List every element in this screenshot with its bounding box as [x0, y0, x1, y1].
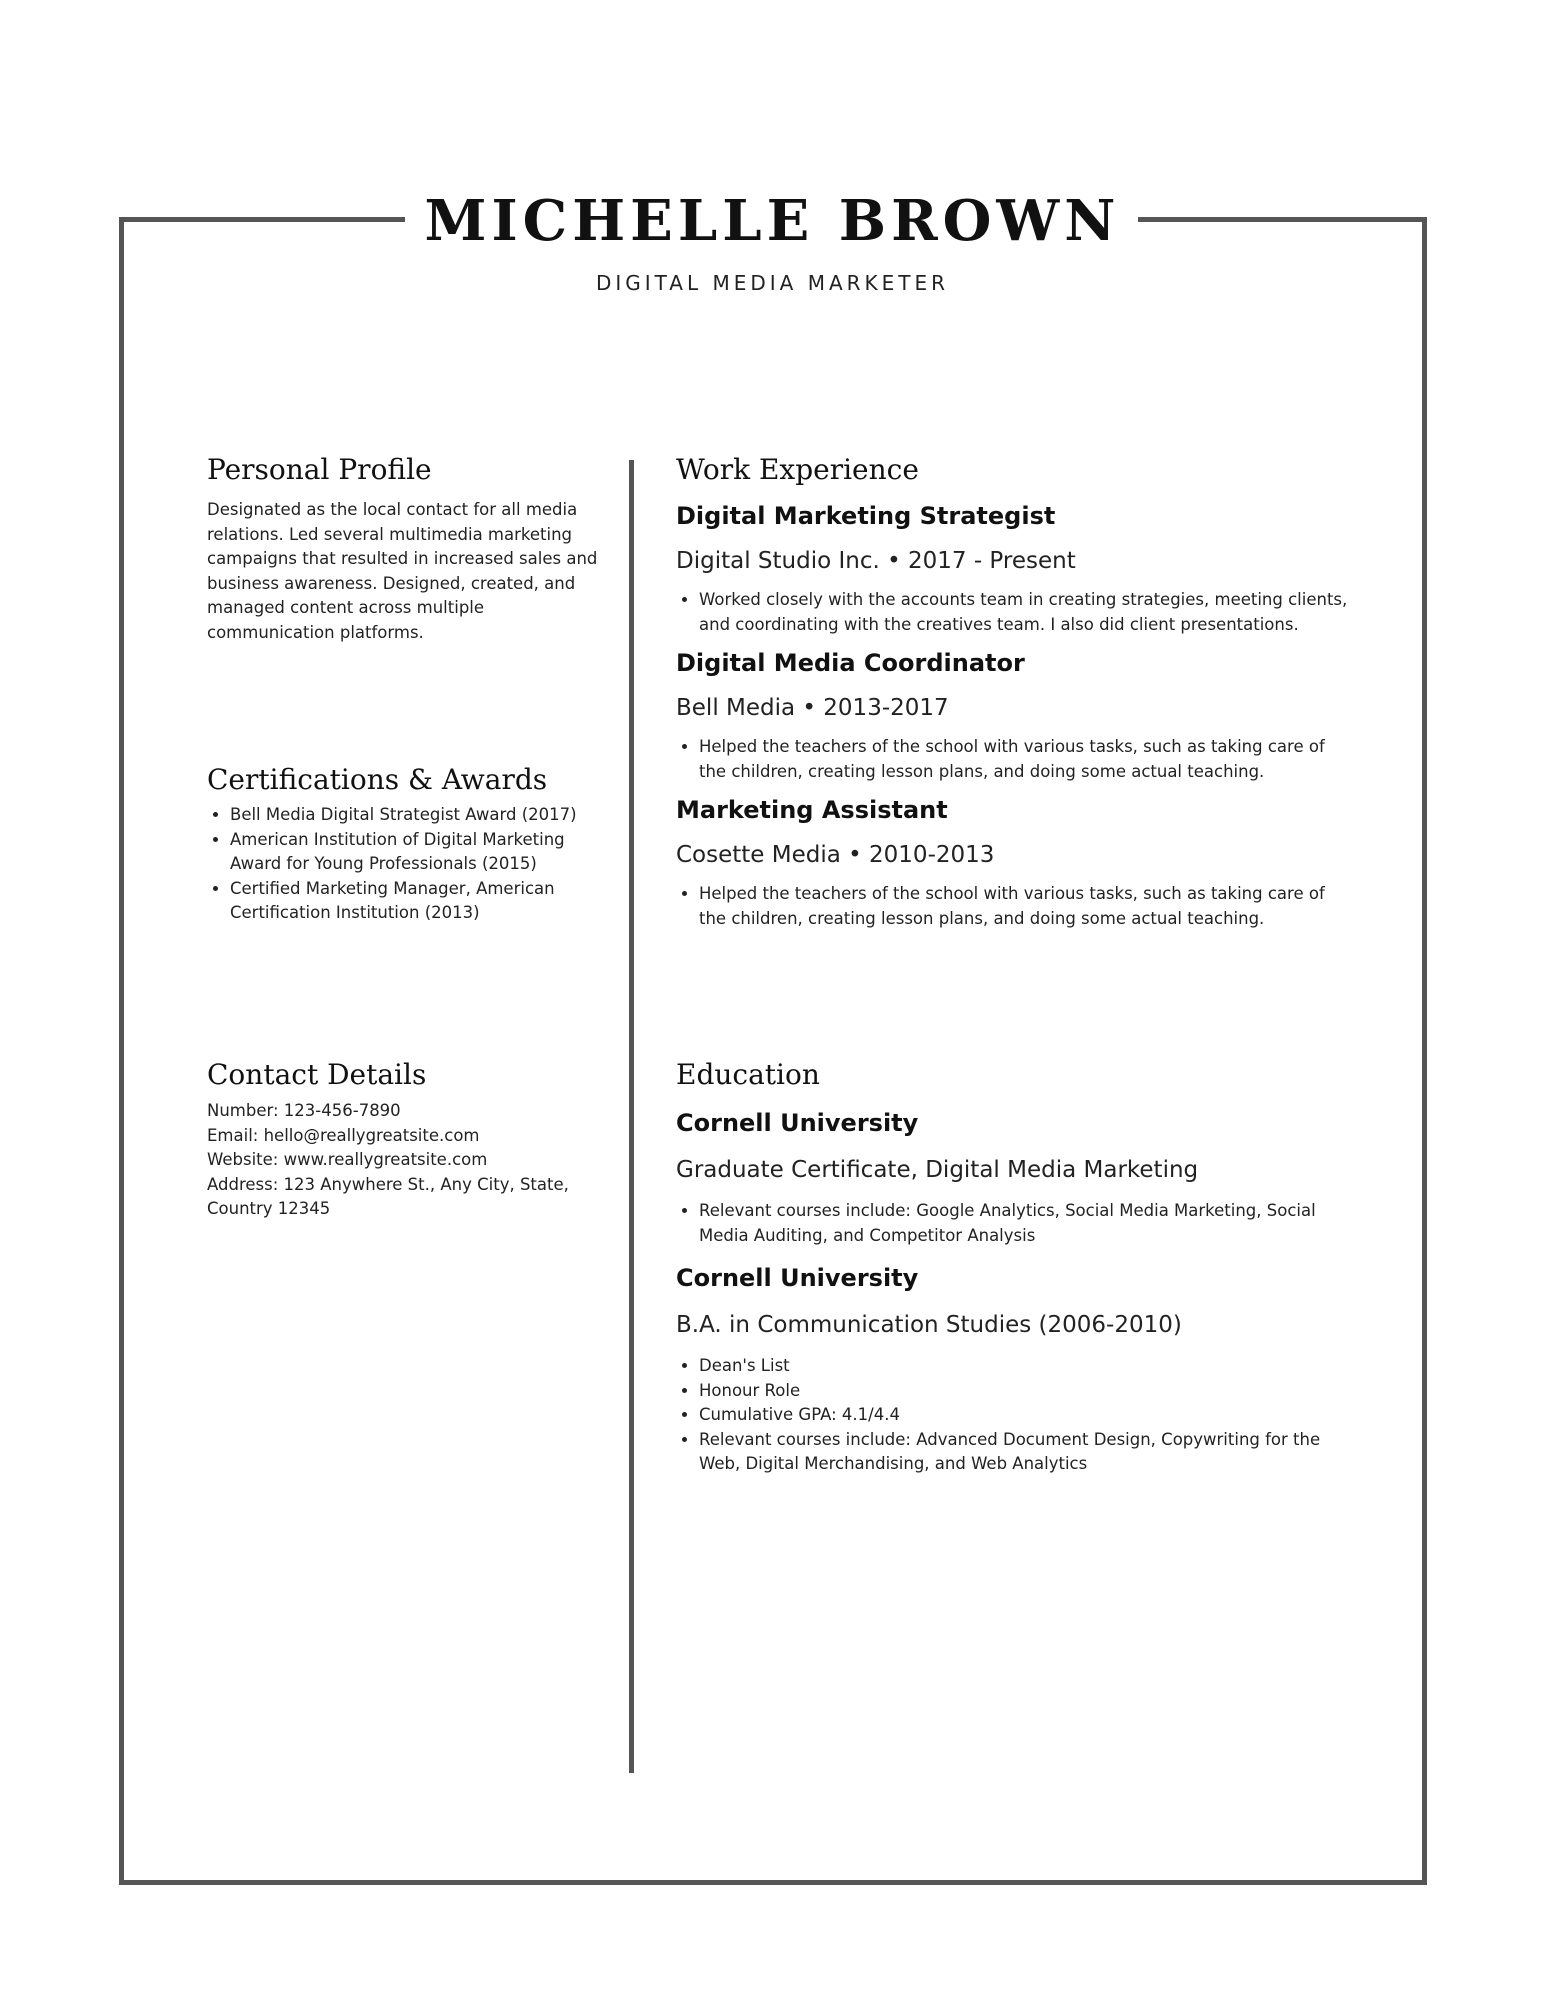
profile-section: [207, 452, 607, 645]
job-meta: Cosette Media • 2010-2013: [676, 842, 995, 868]
job-title: Digital Media Coordinator: [676, 649, 1025, 677]
column-divider: [629, 460, 634, 1773]
education-bullets: [676, 1354, 1356, 1477]
degree: B.A. in Communication Studies (2006-2010): [676, 1312, 1182, 1338]
school-name: Cornell University: [676, 1109, 919, 1137]
job-entry: [676, 794, 1356, 931]
work-section: [676, 452, 1356, 931]
job-title: Digital Marketing Strategist: [676, 502, 1056, 530]
contact-website: Website: www.reallygreatsite.com: [207, 1150, 488, 1169]
frame-right-line: [1422, 217, 1427, 1885]
job-entry: [676, 647, 1356, 784]
work-title: Work Experience: [676, 453, 919, 486]
resume-role: DIGITAL MEDIA MARKETER: [595, 271, 950, 295]
frame-left-line: [119, 217, 124, 1885]
job-bullets: [676, 735, 1356, 784]
resume-name: MICHELLE BROWN: [424, 188, 1121, 254]
job-title: Marketing Assistant: [676, 796, 948, 824]
profile-text: Designated as the local contact for all media relations. Led several multimedia marketing campaigns that resulted in increased sales and business awareness. Designed, created, and managed content across multiple communication platforms.: [207, 500, 598, 642]
degree: Graduate Certificate, Digital Media Marketing: [676, 1157, 1199, 1183]
education-section: [676, 1057, 1356, 1477]
list-item: • Helped the teachers of the school with various tasks, such as taking care of the children, creating lesson plans, and doing some actual teaching.: [699, 735, 1356, 784]
job-meta: Bell Media • 2013-2017: [676, 695, 949, 721]
education-entry: [676, 1262, 1356, 1477]
certifications-section: [207, 762, 612, 926]
contact-address: Address: 123 Anywhere St., Any City, State, Country 12345: [207, 1174, 569, 1218]
list-item: • Relevant courses include: Advanced Document Design, Copywriting for the Web, Digital Merchandising, and Web Analytics: [699, 1428, 1356, 1477]
job-meta: Digital Studio Inc. • 2017 - Present: [676, 548, 1076, 574]
certifications-list: [207, 803, 612, 926]
profile-title: Personal Profile: [207, 453, 432, 486]
list-item: • Cumulative GPA: 4.1/4.4: [699, 1403, 1356, 1428]
contact-number: Number: 123-456-7890: [207, 1101, 401, 1120]
frame-bottom-line: [119, 1880, 1427, 1885]
list-item: • Helped the teachers of the school with various tasks, such as taking care of the children, creating lesson plans, and doing some actual teaching.: [699, 882, 1356, 931]
list-item: • Worked closely with the accounts team in creating strategies, meeting clients, and coordinating with the creatives team. I also did client presentations.: [699, 588, 1356, 637]
education-bullets: [676, 1199, 1356, 1248]
list-item: • American Institution of Digital Marketing Award for Young Professionals (2015): [230, 828, 612, 877]
contact-title: Contact Details: [207, 1058, 427, 1091]
list-item: • Bell Media Digital Strategist Award (2017): [230, 803, 612, 828]
list-item: • Certified Marketing Manager, American Certification Institution (2013): [230, 877, 612, 926]
job-entry: [676, 500, 1356, 637]
job-bullets: [676, 588, 1356, 637]
education-entry: [676, 1107, 1356, 1248]
list-item: • Dean's List: [699, 1354, 1356, 1379]
job-bullets: [676, 882, 1356, 931]
contact-email: Email: hello@reallygreatsite.com: [207, 1125, 480, 1145]
list-item: • Honour Role: [699, 1379, 1356, 1404]
contact-section: [207, 1057, 607, 1222]
school-name: Cornell University: [676, 1264, 919, 1292]
certifications-title: Certifications & Awards: [207, 763, 548, 796]
list-item: • Relevant courses include: Google Analytics, Social Media Marketing, Social Media Auditing, and Competitor Analysis: [699, 1199, 1356, 1248]
education-title: Education: [676, 1058, 820, 1091]
